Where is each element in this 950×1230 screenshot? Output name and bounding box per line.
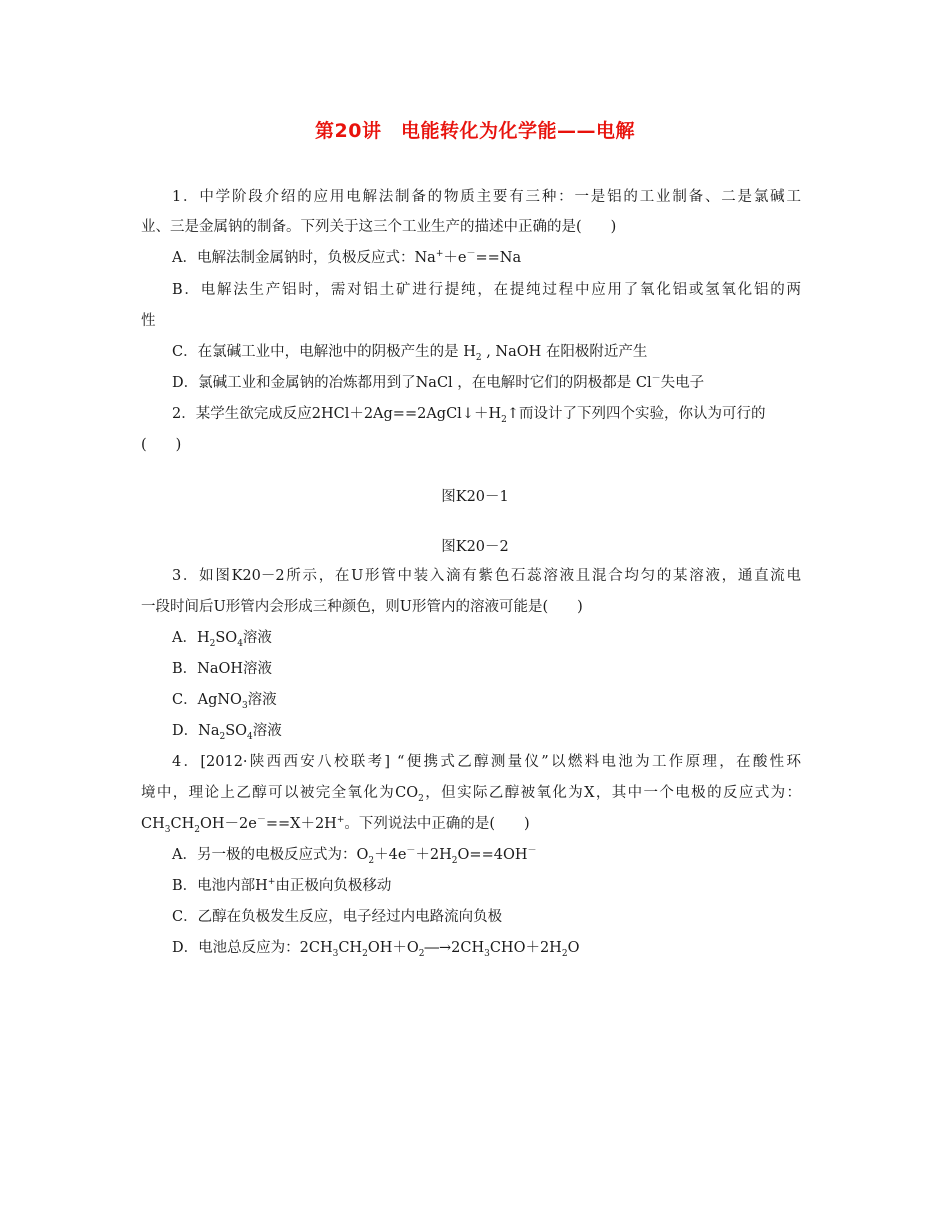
q4-stem-line3: $CH_3CH_2OH-2e^-==X+2H^+$。下列说法中正确的是( )	[141, 815, 530, 835]
q4-stem-line1: 4．[2012·陕西西安八校联考] “便携式乙醇测量仪”以燃料电池为工作原理，在酸性环	[172, 754, 801, 770]
q3-option-d: D．$Na_2SO_4$溶液	[172, 723, 282, 742]
q4-option-d: D．电池总反应为：$2CH_3CH_2OH+O_2―\to 2CH_3CHO+2H_2O$	[172, 940, 580, 959]
q3-stem-line1: 3．如图K20－2所示，在U形管中装入滴有紫色石蕊溶液且混合均匀的某溶液，通直流电	[172, 568, 801, 584]
q4-option-b: B．电池内部H+由正极向负极移动	[172, 877, 392, 894]
page-title: 第20讲 电能转化为化学能——电解	[315, 120, 635, 142]
q4-option-c: C．乙醇在负极发生反应，电子经过内电路流向负极	[172, 909, 503, 925]
q1-option-c: C．在氯碱工业中，电解池中的阴极产生的是 $H_2$ , NaOH 在阳极附近产生	[172, 344, 648, 363]
q4-stem-line2: 境中，理论上乙醇可以被完全氧化为$CO_2$，但实际乙醇被氧化为X，其中一个电极的反应式为：	[141, 785, 801, 804]
q3-option-a: A．$H_2SO_4$溶液	[172, 630, 272, 649]
q3-stem-line2: 一段时间后U形管内会形成三种颜色，则U形管内的溶液可能是( )	[141, 599, 583, 615]
q3-option-b: B．NaOH溶液	[172, 661, 273, 677]
q1-option-b-line1: B．电解法生产铝时，需对铝土矿进行提纯，在提纯过程中应用了氧化铝或氢氧化铝的两	[172, 282, 801, 298]
q1-option-a: A．电解法制金属钠时，负极反应式：Na+＋e－==Na	[172, 249, 522, 266]
figure-caption-k20-2: 图K20－2	[441, 539, 509, 555]
q2-stem-line2: ( )	[141, 437, 182, 453]
q4-option-a: A．另一极的电极反应式为：$O_2+4e^-+2H_2O==4OH^-$	[172, 846, 537, 866]
q1-stem-line1: 1．中学阶段介绍的应用电解法制备的物质主要有三种：一是铝的工业制备、二是氯碱工	[172, 189, 801, 205]
q1-option-b-line2: 性	[141, 313, 156, 329]
q2-stem-line1: 2．某学生欲完成反应$2HCl+2Ag==2AgCl↓+H_2↑$而设计了下列四个实验，你认为可行的	[172, 406, 766, 425]
q1-option-d: D．氯碱工业和金属钠的冶炼都用到了NaCl ，在电解时它们的阴极都是 Cl－失电子	[172, 374, 705, 391]
q3-option-c: C．AgNO$_3$溶液	[172, 692, 277, 711]
figure-caption-k20-1: 图K20－1	[441, 489, 509, 505]
q1-stem-line2: 业、三是金属钠的制备。下列关于这三个工业生产的描述中正确的是( )	[141, 219, 617, 235]
